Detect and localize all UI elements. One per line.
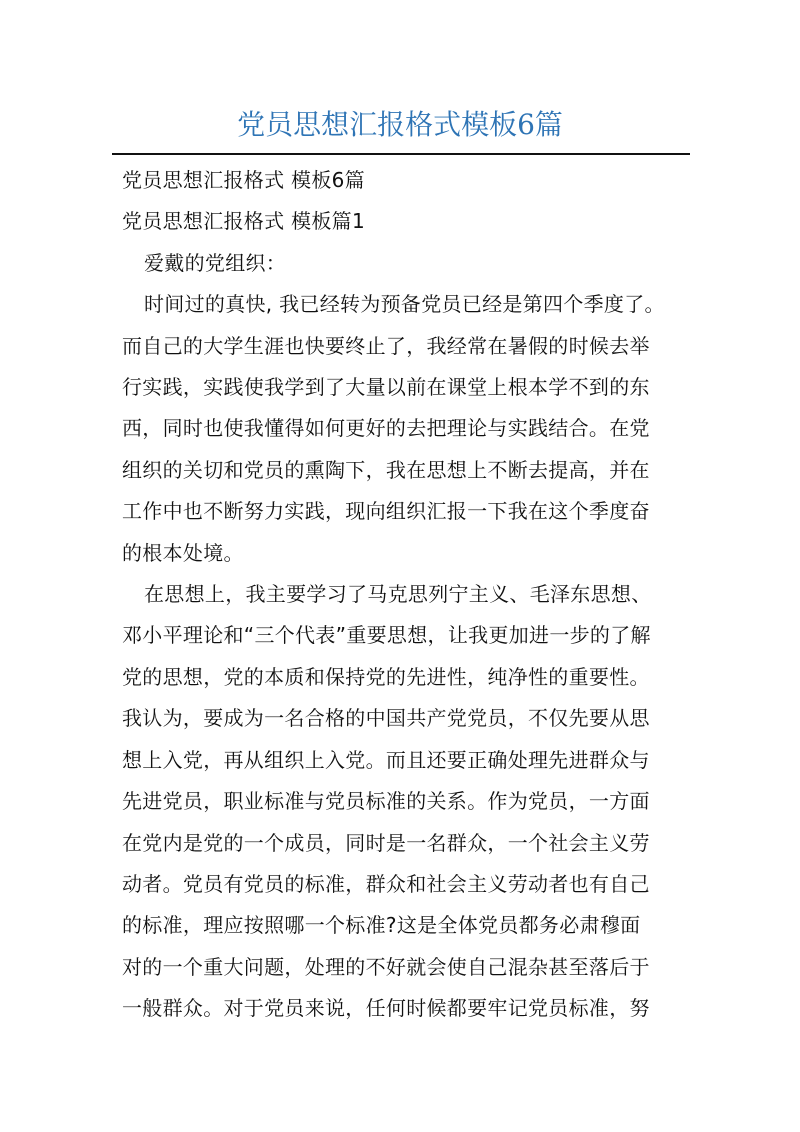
- document-body: [122, 160, 682, 1030]
- title-divider: [112, 153, 690, 155]
- document-title: 党员思想汇报格式模板6篇: [237, 108, 563, 141]
- text-line: 党的思想，党的本质和保持党的先进性，纯净性的重要性。: [122, 664, 650, 689]
- text-line: 西，同时也使我懂得如何更好的去把理论与实践结合。在党: [122, 416, 650, 441]
- text-line: 一般群众。对于党员来说，任何时候都要牢记党员标准，努: [122, 996, 650, 1021]
- text-line: 而自己的大学生涯也快要终止了，我经常在暑假的时候去举: [122, 333, 650, 358]
- text-line: 党员思想汇报格式 模板6篇: [122, 168, 365, 192]
- text-line: 行实践，实践使我学到了大量以前在课堂上根本学不到的东: [122, 375, 650, 400]
- text-line: 党员思想汇报格式 模板篇1: [122, 209, 365, 234]
- text-line: 在思想上，我主要学习了马克思列宁主义、毛泽东思想、: [144, 582, 652, 607]
- text-line: 的根本处境。: [122, 540, 244, 565]
- text-line: 工作中也不断努力实践，现向组织汇报一下我在这个季度奋: [122, 499, 650, 524]
- text-line: 我认为，要成为一名合格的中国共产党党员，不仅先要从思: [122, 706, 650, 731]
- text-line: 邓小平理论和“三个代表”重要思想，让我更加进一步的了解: [122, 623, 651, 648]
- text-line: 对的一个重大问题，处理的不好就会使自己混杂甚至落后于: [122, 954, 650, 979]
- text-line: 时间过的真快, 我已经转为预备党员已经是第四个季度了。: [144, 292, 665, 317]
- text-line: 爱戴的党组织：: [144, 250, 287, 275]
- text-line: 动者。党员有党员的标准，群众和社会主义劳动者也有自己: [122, 871, 650, 896]
- text-line: 在党内是党的一个成员，同时是一名群众，一个社会主义劳: [122, 830, 650, 855]
- text-line: 组织的关切和党员的熏陶下，我在思想上不断去提高，并在: [122, 457, 650, 482]
- text-line: 先进党员，职业标准与党员标准的关系。作为党员，一方面: [122, 789, 650, 814]
- text-line: 的标准，理应按照哪一个标准?这是全体党员都务必肃穆面: [122, 913, 641, 938]
- text-line: 想上入党，再从组织上入党。而且还要正确处理先进群众与: [122, 747, 650, 772]
